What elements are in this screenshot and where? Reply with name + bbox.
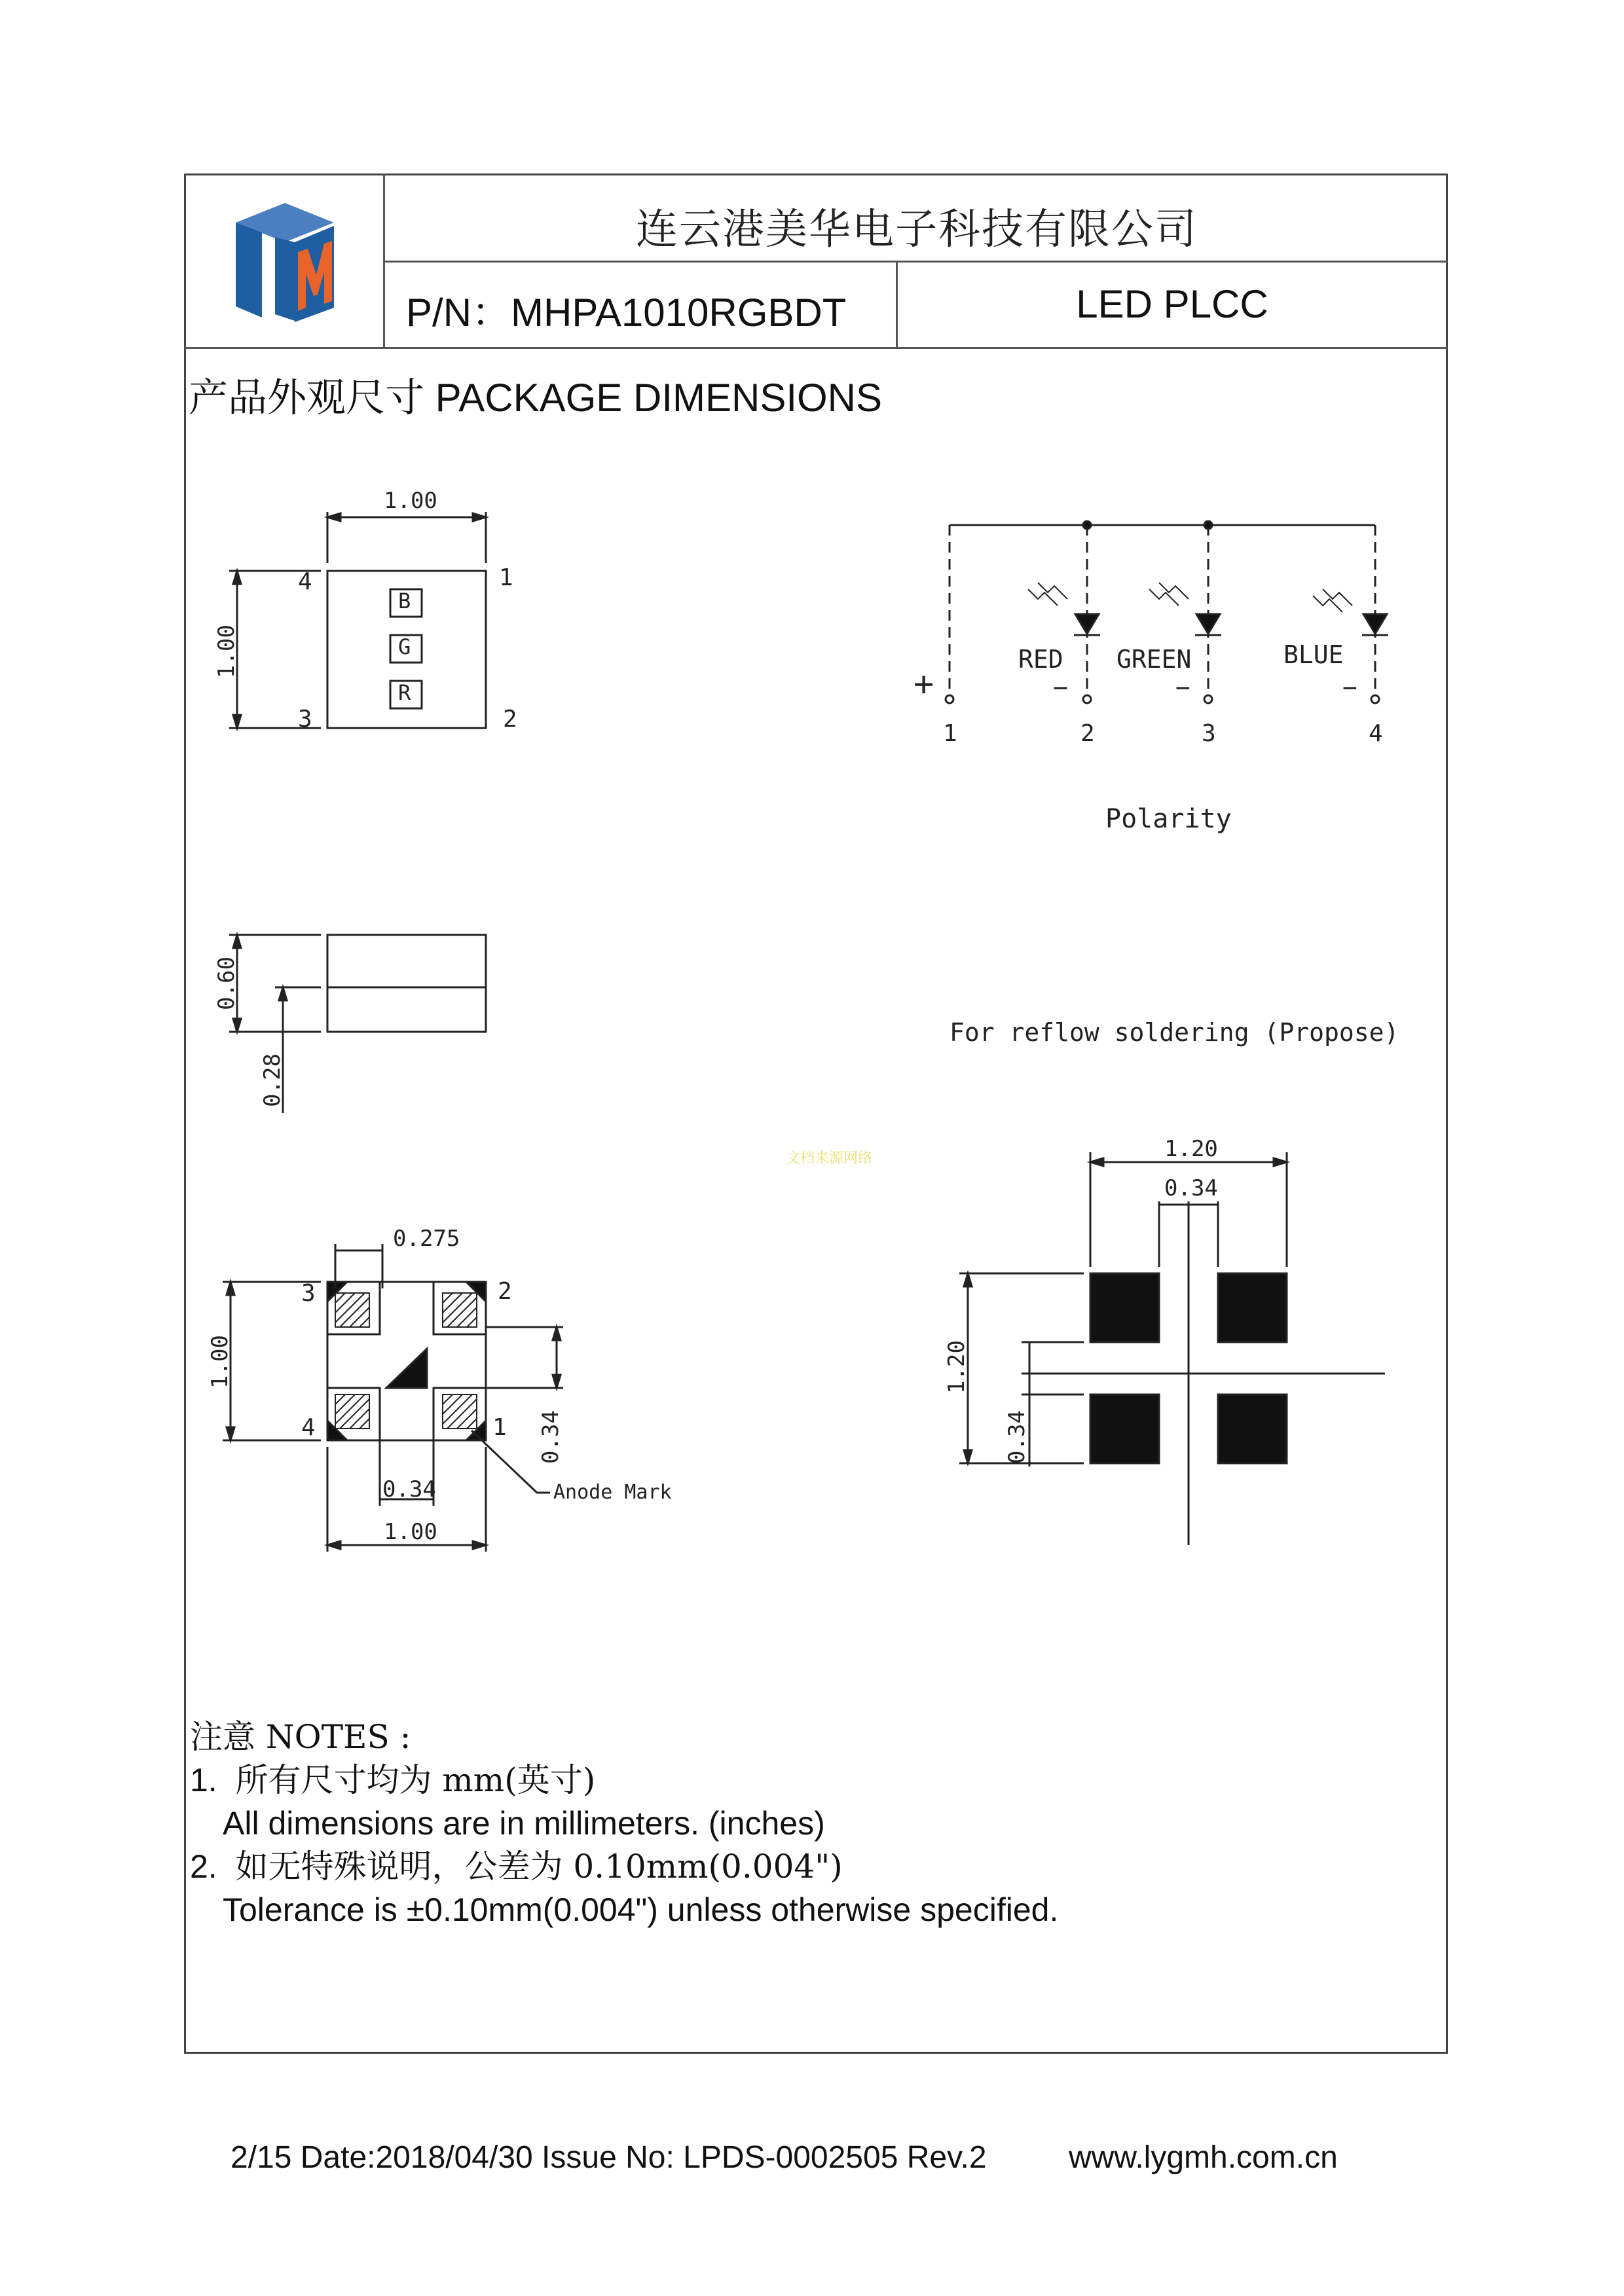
side-height-label: 0.60: [213, 957, 240, 1010]
anode-mark-label: Anode Mark: [553, 1481, 672, 1504]
reflow-pad: [1218, 1273, 1287, 1342]
note-1-cn-text: 所有尺寸均为 mm(英寸): [235, 1761, 596, 1799]
chip-letter-g: G: [398, 634, 411, 659]
bottom-view-drawing: [223, 1244, 563, 1552]
bottom-gap-label: 0.34: [382, 1476, 436, 1503]
note-1-cn: [190, 1758, 1058, 1802]
reflow-pad: [1218, 1394, 1287, 1463]
footer-website[interactable]: www.lygmh.com.cn: [1069, 2140, 1338, 2175]
reflow-gap-label: 0.34: [1164, 1175, 1218, 1201]
polarity-pin-3: 3: [1202, 720, 1216, 747]
footer-issue: 2/15 Date:2018/04/30 Issue No: LPDS-0002505 Rev.2: [231, 2140, 987, 2175]
note-2-number: 2.: [190, 1848, 217, 1885]
reflow-pad: [1090, 1394, 1159, 1463]
reflow-height-label: 1.20: [943, 1340, 970, 1394]
bottom-pin-3: 3: [301, 1280, 316, 1307]
note-1-en-text: All dimensions are in millimeters. (inches): [223, 1805, 825, 1842]
notes-heading: 注意 NOTES :: [190, 1718, 411, 1756]
bottom-side-label: 0.34: [537, 1410, 564, 1464]
note-2-cn: [190, 1845, 1058, 1888]
top-pin-4: 4: [298, 568, 312, 595]
polarity-pin-2: 2: [1080, 720, 1095, 747]
notes-block: [190, 1715, 1058, 1931]
bottom-width-label: 1.00: [384, 1519, 437, 1545]
top-width-label: 1.00: [384, 488, 437, 514]
package-type: LED PLCC: [1076, 282, 1268, 326]
bottom-height-label: 1.00: [206, 1335, 233, 1389]
note-1-en: [190, 1802, 1058, 1845]
company-name: 连云港美华电子科技有限公司: [636, 206, 1198, 254]
polarity-pin-4: 4: [1369, 720, 1383, 747]
section-title-en: PACKAGE DIMENSIONS: [435, 376, 883, 420]
polarity-blue-label: BLUE: [1283, 640, 1344, 669]
reflow-vgap-label: 0.34: [1003, 1410, 1030, 1464]
polarity-plus: +: [913, 665, 934, 704]
note-2-cn-text: 如无特殊说明，公差为 0.10mm(0.004"): [235, 1848, 843, 1886]
section-title-cn: 产品外观尺寸: [189, 375, 424, 421]
top-pin-2: 2: [503, 706, 517, 733]
polarity-schematic: [946, 521, 1388, 703]
chip-letter-r: R: [398, 680, 411, 705]
side-view-body: [327, 935, 486, 1032]
top-pin-1: 1: [499, 564, 513, 591]
reflow-footprint: [959, 1152, 1385, 1545]
polarity-minus-4: −: [1342, 673, 1357, 702]
bottom-pad-label: 0.275: [393, 1226, 460, 1252]
bottom-pin-4: 4: [301, 1414, 316, 1441]
polarity-triangle: [386, 1349, 427, 1388]
polarity-minus-3: −: [1175, 673, 1190, 702]
side-lead-label: 0.28: [259, 1053, 286, 1107]
polarity-pin-1: 1: [943, 720, 957, 747]
bottom-pin-2: 2: [498, 1278, 512, 1305]
polarity-red-label: RED: [1018, 645, 1063, 674]
bottom-pin-1: 1: [492, 1414, 507, 1441]
top-height-label: 1.00: [213, 625, 240, 678]
polarity-green-label: GREEN: [1116, 645, 1192, 674]
note-2-en: [190, 1888, 1058, 1931]
note-1-number: 1.: [190, 1762, 217, 1798]
reflow-title: For reflow soldering (Propose): [950, 1018, 1399, 1047]
part-number: P/N：MHPA1010RGBDT: [406, 291, 847, 335]
polarity-minus-2: −: [1053, 673, 1068, 702]
note-2-en-text: Tolerance is ±0.10mm(0.004") unless otherwise specified.: [223, 1891, 1059, 1928]
reflow-pad: [1090, 1273, 1159, 1342]
watermark: 文档来源网络: [786, 1150, 873, 1167]
top-pin-3: 3: [298, 706, 312, 733]
reflow-width-label: 1.20: [1164, 1136, 1218, 1162]
polarity-caption: Polarity: [1105, 804, 1232, 834]
chip-letter-b: B: [398, 589, 411, 613]
top-view-drawing: [229, 512, 486, 728]
